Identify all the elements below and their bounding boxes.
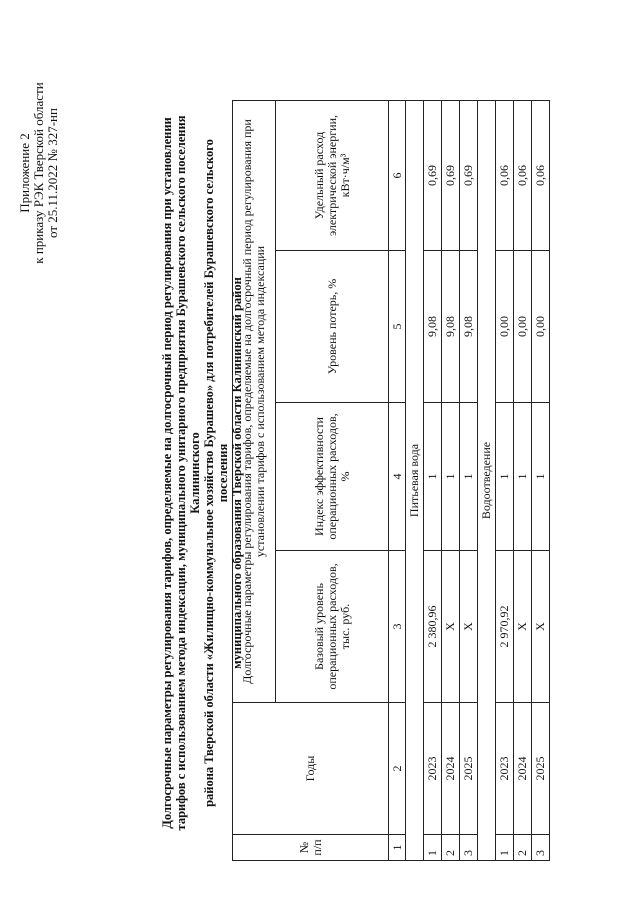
cell-year: 2023 — [424, 703, 442, 835]
approval-line-2: к приказу РЭК Тверской области — [31, 82, 46, 264]
cell-number: 3 — [460, 835, 478, 861]
cell-base-cost: X — [532, 551, 550, 703]
title-line-2: тарифов с использованием метода индексации, муниципального унитарного предприятия Бурашевского сельского поселения Калининского — [174, 115, 202, 831]
cell-number: 2 — [442, 835, 460, 861]
cell-year: 2025 — [532, 703, 550, 835]
header-loss-level: Уровень потерь, % — [276, 251, 389, 403]
cell-base-cost: X — [514, 551, 532, 703]
header-energy-consumption: Удельный расход электрической энергии, кВт·ч/м³ — [276, 100, 389, 250]
cell-loss-level: 0,00 — [514, 251, 532, 403]
cell-loss-level: 9,08 — [442, 251, 460, 403]
cell-base-cost: X — [442, 551, 460, 703]
cell-year: 2024 — [442, 703, 460, 835]
column-number: 3 — [389, 551, 406, 703]
approval-block — [18, 43, 60, 303]
cell-year: 2025 — [460, 703, 478, 835]
title-line-4: муниципального образования Тверской области Калининский район — [230, 277, 244, 669]
cell-energy: 0,69 — [460, 100, 478, 250]
cell-efficiency-index: 1 — [424, 403, 442, 551]
section-title: Водоотведение — [478, 100, 496, 860]
column-number: 2 — [389, 703, 406, 835]
title-line-1: Долгосрочные параметры регулирования тарифов, определяемые на долгосрочный период регулирования при установлении — [160, 117, 174, 829]
cell-year: 2023 — [496, 703, 514, 835]
section-title: Питьевая вода — [406, 100, 424, 860]
column-number: 4 — [389, 403, 406, 551]
column-number: 1 — [389, 835, 406, 861]
header-base-cost: Базовый уровень операционных расходов, тыс. руб. — [276, 551, 389, 703]
cell-energy: 0,69 — [442, 100, 460, 250]
table-row — [460, 100, 478, 860]
cell-efficiency-index: 1 — [514, 403, 532, 551]
section-row-drinking-water — [406, 100, 424, 860]
table-row — [514, 100, 532, 860]
header-years: Годы — [233, 703, 389, 835]
cell-number: 2 — [514, 835, 532, 861]
column-number: 5 — [389, 251, 406, 403]
cell-energy: 0,06 — [496, 100, 514, 250]
section-row-wastewater — [478, 100, 496, 860]
table-row — [424, 100, 442, 860]
title-line-3: района Тверской области «Жилищно-коммунальное хозяйство Бурашево» для потребителей Бурашевского сельского поселения — [202, 139, 230, 807]
approval-line-1: Приложение 2 — [17, 133, 32, 213]
table-row — [442, 100, 460, 860]
cell-number: 1 — [496, 835, 514, 861]
cell-year: 2024 — [514, 703, 532, 835]
cell-efficiency-index: 1 — [442, 403, 460, 551]
parameters-table — [232, 100, 550, 861]
cell-number: 3 — [532, 835, 550, 861]
cell-number: 1 — [424, 835, 442, 861]
cell-loss-level: 0,00 — [496, 251, 514, 403]
table-row — [496, 100, 514, 860]
cell-loss-level: 0,00 — [532, 251, 550, 403]
table-row — [532, 100, 550, 860]
cell-base-cost: X — [460, 551, 478, 703]
header-number: № п/п — [233, 835, 389, 861]
header-group: Долгосрочные параметры регулирования тарифов, определяемые на долгосрочный период регулирования при установлении тарифов с использованием метода индексации — [233, 100, 276, 702]
cell-loss-level: 9,08 — [460, 251, 478, 403]
column-number: 6 — [389, 100, 406, 250]
cell-efficiency-index: 1 — [496, 403, 514, 551]
approval-line-3: от 25.11.2022 № 327-нп — [45, 108, 60, 238]
column-numbers-row — [389, 100, 406, 860]
cell-energy: 0,06 — [532, 100, 550, 250]
cell-base-cost: 2 380,96 — [424, 551, 442, 703]
cell-base-cost: 2 970,92 — [496, 551, 514, 703]
cell-energy: 0,06 — [514, 100, 532, 250]
cell-loss-level: 9,08 — [424, 251, 442, 403]
cell-efficiency-index: 1 — [460, 403, 478, 551]
cell-efficiency-index: 1 — [532, 403, 550, 551]
header-efficiency-index: Индекс эффективности операционных расходов, % — [276, 403, 389, 551]
cell-energy: 0,69 — [424, 100, 442, 250]
